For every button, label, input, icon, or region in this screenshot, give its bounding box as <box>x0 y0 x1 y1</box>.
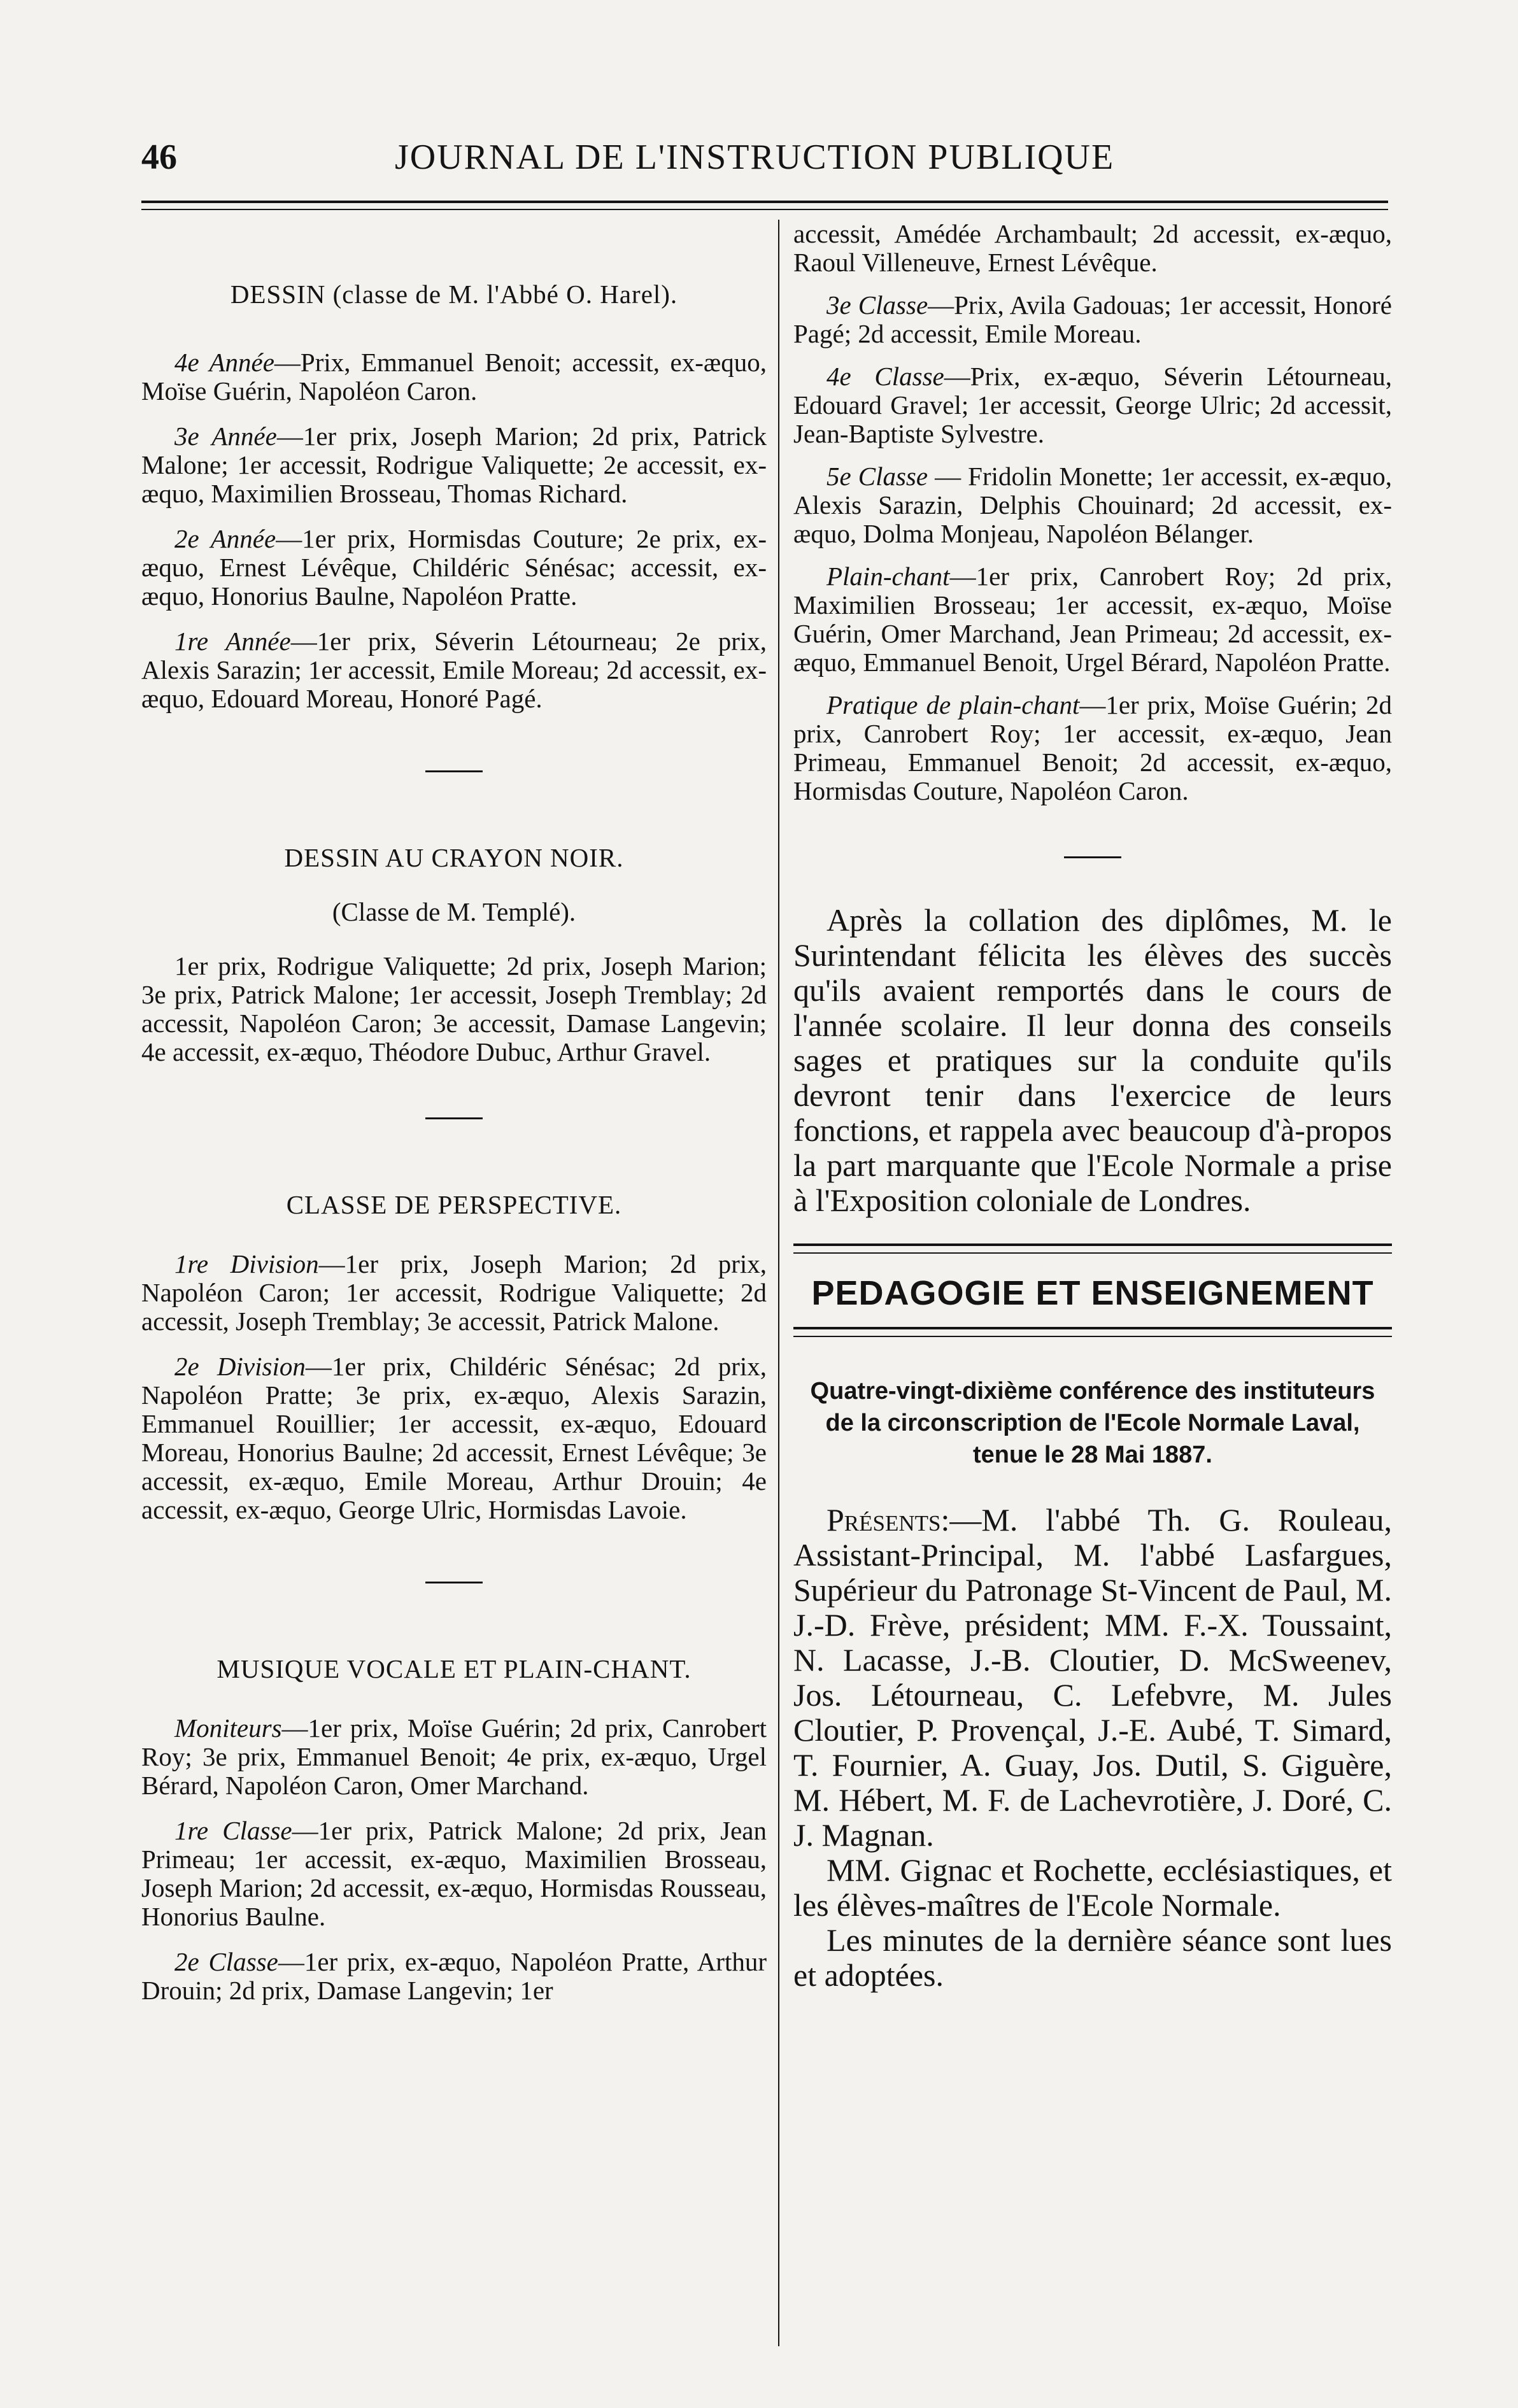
header-rule <box>141 201 1388 203</box>
conference-heading: Quatre-vingt-dixième conférence des instituteurs de la circonscription de l'Ecole Normale Laval, tenue le 28 Mai 1887. <box>810 1378 1375 1468</box>
dessin-1re-annee: 1re Année—1er prix, Séverin Létourneau; 2e prix, Alexis Sarazin; 1er accessit, Emile Moreau; 2d accessit, ex-æquo, Edouard Moreau, Honoré Pagé. <box>141 627 767 713</box>
subheading-crayon: (Classe de M. Templé). <box>332 897 576 926</box>
running-title: JOURNAL DE L'INSTRUCTION PUBLIQUE <box>395 138 1115 177</box>
crayon-paragraph: 1er prix, Rodrigue Valiquette; 2d prix, Joseph Marion; 3e prix, Patrick Malone; 1er accessit, Joseph Tremblay; 2d accessit, Napoléon Caron; 3e accessit, Damase Langevin; 4e accessit, ex-æquo, Théodore Dubuc, Arthur Gravel. <box>141 951 767 1066</box>
dessin-2e-annee: 2e Année—1er prix, Hormisdas Couture; 2e prix, ex-æquo, Ernest Lévêque, Childéric Sénésac; accessit, ex-æquo, Honorius Baulne, Napoléon Pratte. <box>141 524 767 611</box>
classe-4e: 4e Classe—Prix, ex-æquo, Séverin Létourneau, Edouard Gravel; 1er accessit, George Ulric; 2d accessit, Jean-Baptiste Sylvestre. <box>793 362 1393 448</box>
section-heading-musique: MUSIQUE VOCALE ET PLAIN-CHANT. <box>216 1654 692 1683</box>
section-heading-dessin: DESSIN (classe de M. l'Abbé O. Harel). <box>230 280 678 309</box>
column-divider <box>778 220 779 2346</box>
musique-moniteurs: Moniteurs—1er prix, Moïse Guérin; 2d prix, Canrobert Roy; 3e prix, Emmanuel Benoit; 4e prix, ex-æquo, Urgel Bérard, Napoléon Caron, Omer Marchand. <box>141 1713 767 1800</box>
classe-3e: 3e Classe—Prix, Avila Gadouas; 1er accessit, Honoré Pagé; 2d accessit, Emile Moreau. <box>793 290 1393 348</box>
plain-chant: Plain-chant—1er prix, Canrobert Roy; 2d prix, Maximilien Brosseau; 1er accessit, ex-æquo, Moïse Guérin, Omer Marchand, Jean Primeau; 2d accessit, ex-æquo, Emmanuel Benoit, Urgel Bérard, Napoléon Pratte. <box>793 562 1392 677</box>
section-heading-crayon: DESSIN AU CRAYON NOIR. <box>284 843 624 872</box>
left-column <box>141 220 767 2005</box>
header-rule-thin <box>141 209 1388 210</box>
banner-double-rule <box>793 1243 1392 1254</box>
perspective-1re-division: 1re Division—1er prix, Joseph Marion; 2d prix, Napoléon Caron; 1er accessit, Rodrigue Valiquette; 2d accessit, Joseph Tremblay; 3e accessit, Patrick Malone. <box>141 1249 767 1336</box>
section-heading-perspective: CLASSE DE PERSPECTIVE. <box>286 1190 622 1219</box>
perspective-2e-division: 2e Division—1er prix, Childéric Sénésac; 2d prix, Napoléon Pratte; 3e prix, ex-æquo, Alexis Sarazin, Emmanuel Rouillier; 1er accessit, ex-æquo, Edouard Moreau, Honorius Baulne; 2d accessit, Ernest Lévêque; 3e accessit, ex-æquo, Emile Moreau, Arthur Drouin; 4e accessit, ex-æquo, George Ulric, Hormisdas Lavoie. <box>141 1352 767 1524</box>
mm-paragraph: MM. Gignac et Rochette, ecclésiastiques, et les élèves-maîtres de l'Ecole Normale. <box>793 1852 1392 1923</box>
musique-1re-classe: 1re Classe—1er prix, Patrick Malone; 2d prix, Jean Primeau; 1er accessit, ex-æquo, Maximilien Brosseau, Joseph Marion; 2d accessit, ex-æquo, Hormisdas Rousseau, Honorius Baulne. <box>141 1816 767 1931</box>
dessin-3e-annee: 3e Année—1er prix, Joseph Marion; 2d prix, Patrick Malone; 1er accessit, Rodrigue Valiquette; 2e accessit, ex-æquo, Maximilien Brosseau, Thomas Richard. <box>141 421 767 508</box>
dessin-4e-annee: 4e Année—Prix, Emmanuel Benoit; accessit, ex-æquo, Moïse Guérin, Napoléon Caron. <box>141 348 767 406</box>
page-number: 46 <box>141 138 177 177</box>
banner-double-rule <box>793 1327 1392 1337</box>
presents-paragraph: Présents:—M. l'abbé Th. G. Rouleau, Assistant-Principal, M. l'abbé Lasfargues, Supérieur du Patronage St-Vincent de Paul, M. J.-D. Frève, président; MM. F.-X. Toussaint, N. Lacasse, J.-B. Cloutier, D. McSweenev, Jos. Létourneau, C. Lefebvre, M. Jules Cloutier, P. Provençal, J.-E. Aubé, T. Simard, T. Fournier, A. Guay, Jos. Dutil, S. Giguère, M. Hébert, M. F. de Lachevrotière, J. Doré, C. J. Magnan. <box>793 1502 1392 1853</box>
minutes-paragraph: Les minutes de la dernière séance sont lues et adoptées. <box>793 1922 1392 1993</box>
right-column <box>793 220 1392 1993</box>
continued-accessit: accessit, Amédée Archambault; 2d accessit, ex-æquo, Raoul Villeneuve, Ernest Lévêque. <box>793 219 1392 277</box>
classe-5e: 5e Classe — Fridolin Monette; 1er accessit, ex-æquo, Alexis Sarazin, Delphis Chouinard; 2d accessit, ex-æquo, Dolma Monjeau, Napoléon Bélanger. <box>793 462 1393 548</box>
banner-title: PEDAGOGIE ET ENSEIGNEMENT <box>811 1274 1374 1312</box>
pratique-plain-chant: Pratique de plain-chant—1er prix, Moïse Guérin; 2d prix, Canrobert Roy; 1er accessit, ex-æquo, Jean Primeau, Emmanuel Benoit; 2d accessit, ex-æquo, Hormisdas Couture, Napoléon Caron. <box>793 690 1393 805</box>
closing-paragraph: Après la collation des diplômes, M. le Surintendant félicita les élèves des succès qu'ils avaient remportés dans le cours de l'année scolaire. Il leur donna des conseils sages et pratiques sur la conduite qu'ils devront tenir dans l'exercice de leurs fonctions, et rappela avec beaucoup d'à-propos la part marquante que l'Ecole Normale a prise à l'Exposition coloniale de Londres. <box>793 902 1392 1218</box>
musique-2e-classe: 2e Classe—1er prix, ex-æquo, Napoléon Pratte, Arthur Drouin; 2d prix, Damase Langevin; 1er <box>141 1947 767 2005</box>
